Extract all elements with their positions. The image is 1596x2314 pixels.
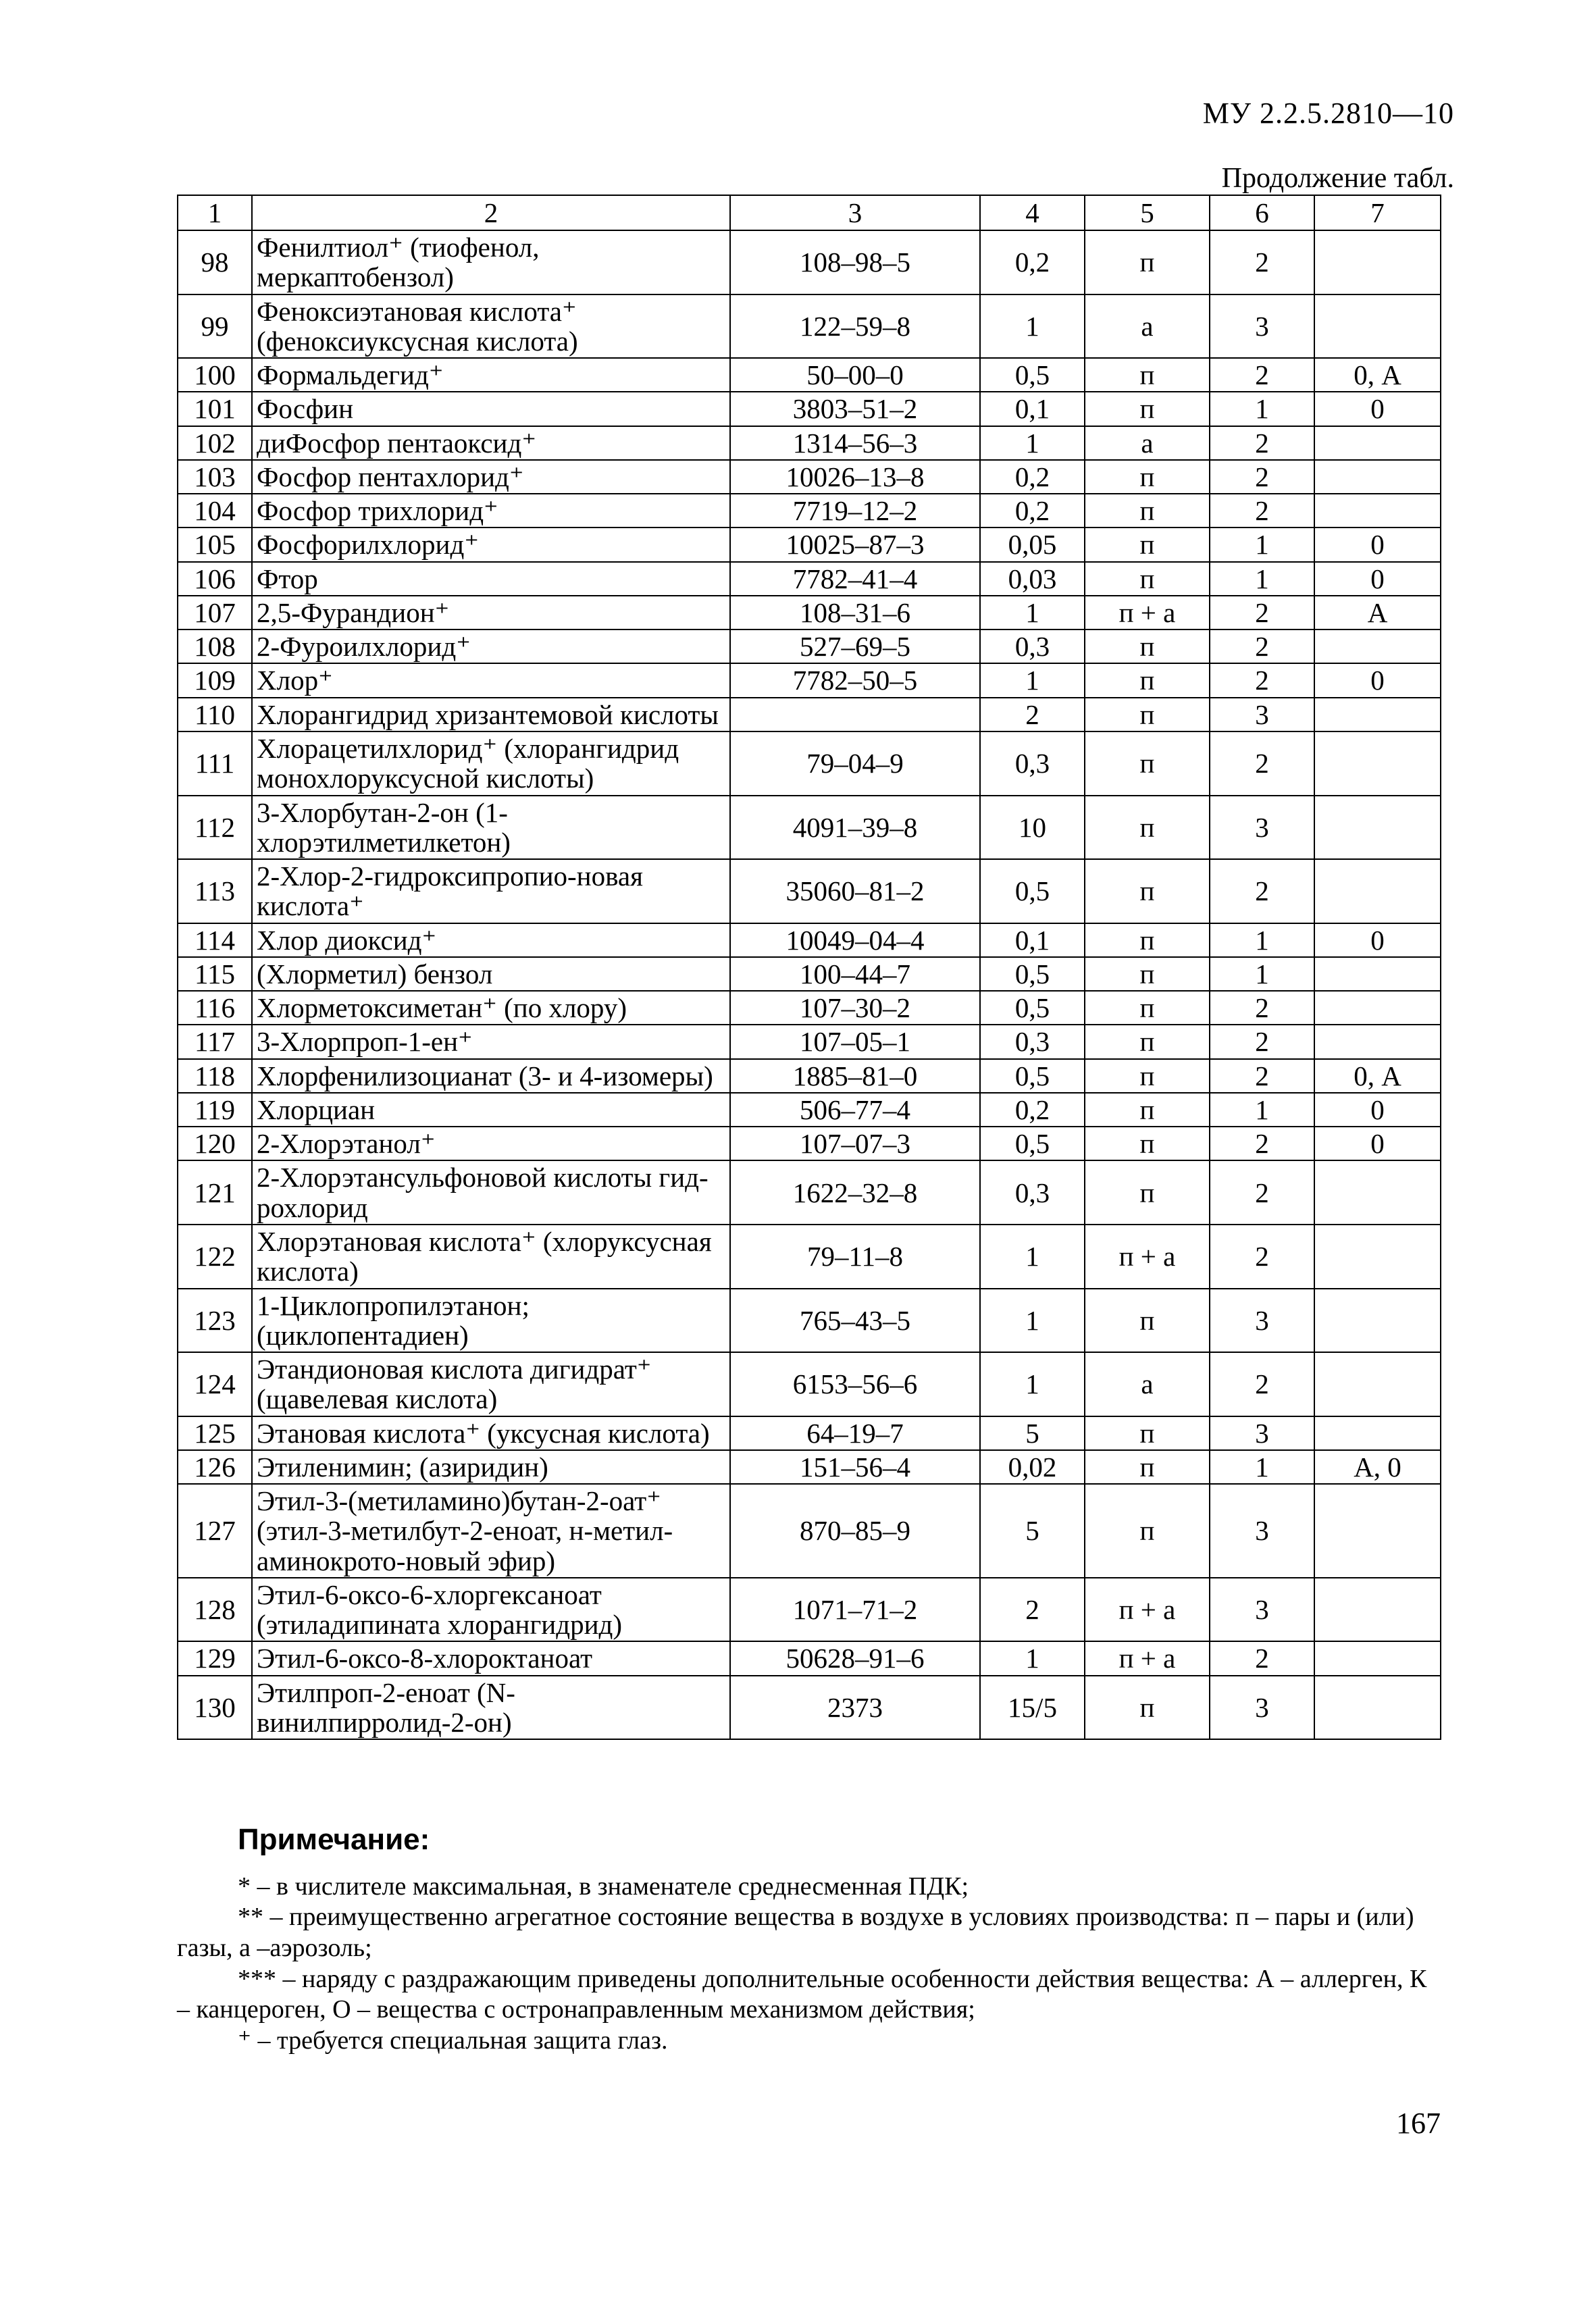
row-number: 109: [178, 663, 252, 697]
cas-number: 64–19–7: [730, 1416, 980, 1450]
pdk-value: 0,2: [980, 230, 1085, 294]
substance-name: Фосфор пентахлорид⁺: [252, 460, 730, 494]
pdk-value: 0,02: [980, 1450, 1085, 1484]
action-features: [1314, 1578, 1441, 1642]
row-number: 114: [178, 923, 252, 957]
pdk-value: 0,1: [980, 923, 1085, 957]
substance-name: 2-Хлорэтансульфоновой кислоты гид-рохлорид: [252, 1160, 730, 1225]
substance-name: 2-Фуроилхлорид⁺: [252, 629, 730, 663]
substance-name: Этил-3-(метиламино)бутан-2-оат⁺ (этил-3-метилбут-2-еноат, н-метил-аминокрото-новый эфир): [252, 1484, 730, 1578]
action-features: 0: [1314, 1093, 1441, 1127]
table-row: [178, 596, 1441, 629]
hazard-class: 3: [1210, 1484, 1314, 1578]
substance-name: Феноксиэтановая кислота⁺ (феноксиуксусная кислота): [252, 294, 730, 359]
action-features: [1314, 1352, 1441, 1416]
table-row: [178, 1025, 1441, 1058]
cas-number: 6153–56–6: [730, 1352, 980, 1416]
aggregate-state: п: [1085, 859, 1210, 923]
action-features: [1314, 1641, 1441, 1675]
hazard-class: 2: [1210, 1641, 1314, 1675]
substance-name: Этил-6-оксо-6-хлоргексаноат (этиладипината хлорангидрид): [252, 1578, 730, 1642]
hazard-class: 3: [1210, 294, 1314, 359]
cas-number: 7719–12–2: [730, 494, 980, 528]
hazard-class: 2: [1210, 731, 1314, 796]
hazard-class: 2: [1210, 1025, 1314, 1058]
table-row: [178, 392, 1441, 426]
substances-table: [177, 195, 1441, 1740]
cas-number: 527–69–5: [730, 629, 980, 663]
pdk-value: 1: [980, 426, 1085, 460]
substance-name: диФосфор пентаоксид⁺: [252, 426, 730, 460]
action-features: [1314, 991, 1441, 1025]
aggregate-state: п: [1085, 629, 1210, 663]
cas-number: 7782–41–4: [730, 562, 980, 596]
table-row: [178, 629, 1441, 663]
aggregate-state: п + а: [1085, 596, 1210, 629]
hazard-class: 2: [1210, 596, 1314, 629]
substance-name: Фтор: [252, 562, 730, 596]
hazard-class: 3: [1210, 1676, 1314, 1740]
aggregate-state: а: [1085, 294, 1210, 359]
hazard-class: 3: [1210, 1578, 1314, 1642]
hazard-class: 1: [1210, 528, 1314, 561]
aggregate-state: п: [1085, 392, 1210, 426]
row-number: 101: [178, 392, 252, 426]
row-number: 110: [178, 698, 252, 731]
cas-number: 79–04–9: [730, 731, 980, 796]
table-row: [178, 1059, 1441, 1093]
aggregate-state: п: [1085, 663, 1210, 697]
substance-name: Этиленимин; (азиридин): [252, 1450, 730, 1484]
cas-number: 4091–39–8: [730, 796, 980, 860]
substance-name: Хлорметоксиметан⁺ (по хлору): [252, 991, 730, 1025]
substance-name: Хлорацетилхлорид⁺ (хлорангидрид монохлоруксусной кислоты): [252, 731, 730, 796]
action-features: А: [1314, 596, 1441, 629]
table-row: [178, 1093, 1441, 1127]
aggregate-state: п: [1085, 562, 1210, 596]
action-features: 0: [1314, 923, 1441, 957]
cas-number: 79–11–8: [730, 1225, 980, 1289]
row-number: 98: [178, 230, 252, 294]
cas-number: [730, 698, 980, 731]
hazard-class: 1: [1210, 923, 1314, 957]
hazard-class: 1: [1210, 562, 1314, 596]
cas-number: 765–43–5: [730, 1289, 980, 1353]
pdk-value: 0,1: [980, 392, 1085, 426]
action-features: 0, А: [1314, 358, 1441, 392]
aggregate-state: п + а: [1085, 1225, 1210, 1289]
table-row: [178, 1225, 1441, 1289]
hazard-class: 2: [1210, 460, 1314, 494]
row-number: 125: [178, 1416, 252, 1450]
cas-number: 10025–87–3: [730, 528, 980, 561]
hazard-class: 3: [1210, 1289, 1314, 1353]
row-number: 117: [178, 1025, 252, 1058]
aggregate-state: п: [1085, 1059, 1210, 1093]
hazard-class: 1: [1210, 957, 1314, 991]
action-features: [1314, 1676, 1441, 1740]
action-features: [1314, 796, 1441, 860]
row-number: 115: [178, 957, 252, 991]
substance-name: Хлорциан: [252, 1093, 730, 1127]
substance-name: Фосфор трихлорид⁺: [252, 494, 730, 528]
action-features: [1314, 1289, 1441, 1353]
substance-name: Фосфорилхлорид⁺: [252, 528, 730, 561]
cas-number: 50–00–0: [730, 358, 980, 392]
substance-name: 3-Хлорбутан-2-он (1-хлорэтилметилкетон): [252, 796, 730, 860]
hazard-class: 2: [1210, 1225, 1314, 1289]
aggregate-state: п: [1085, 1676, 1210, 1740]
cas-number: 1071–71–2: [730, 1578, 980, 1642]
pdk-value: 0,5: [980, 859, 1085, 923]
substance-name: Фенилтиол⁺ (тиофенол, меркаптобензол): [252, 230, 730, 294]
pdk-value: 1: [980, 1641, 1085, 1675]
hazard-class: 3: [1210, 698, 1314, 731]
aggregate-state: п: [1085, 957, 1210, 991]
row-number: 108: [178, 629, 252, 663]
table-row: [178, 1160, 1441, 1225]
cas-number: 108–31–6: [730, 596, 980, 629]
row-number: 121: [178, 1160, 252, 1225]
column-header: 4: [980, 195, 1085, 230]
aggregate-state: п + а: [1085, 1641, 1210, 1675]
column-header: 1: [178, 195, 252, 230]
action-features: 0: [1314, 392, 1441, 426]
aggregate-state: п: [1085, 358, 1210, 392]
cas-number: 151–56–4: [730, 1450, 980, 1484]
cas-number: 1622–32–8: [730, 1160, 980, 1225]
pdk-value: 0,5: [980, 1127, 1085, 1160]
table-row: [178, 663, 1441, 697]
aggregate-state: п: [1085, 796, 1210, 860]
table-continuation-label: Продолжение табл.: [1221, 163, 1454, 194]
aggregate-state: п: [1085, 528, 1210, 561]
action-features: [1314, 629, 1441, 663]
table-header-row: [178, 195, 1441, 230]
substance-name: Хлорфенилизоцианат (3- и 4-изомеры): [252, 1059, 730, 1093]
hazard-class: 2: [1210, 663, 1314, 697]
cas-number: 100–44–7: [730, 957, 980, 991]
pdk-value: 5: [980, 1484, 1085, 1578]
table-row: [178, 1484, 1441, 1578]
table-row: [178, 1450, 1441, 1484]
action-features: 0: [1314, 1127, 1441, 1160]
row-number: 104: [178, 494, 252, 528]
action-features: [1314, 698, 1441, 731]
hazard-class: 2: [1210, 859, 1314, 923]
table-row: [178, 1127, 1441, 1160]
row-number: 106: [178, 562, 252, 596]
pdk-value: 0,2: [980, 494, 1085, 528]
pdk-value: 15/5: [980, 1676, 1085, 1740]
table-row: [178, 1352, 1441, 1416]
column-header: 5: [1085, 195, 1210, 230]
cas-number: 1314–56–3: [730, 426, 980, 460]
table-row: [178, 923, 1441, 957]
cas-number: 10049–04–4: [730, 923, 980, 957]
substance-name: Хлорангидрид хризантемовой кислоты: [252, 698, 730, 731]
row-number: 112: [178, 796, 252, 860]
column-header: 2: [252, 195, 730, 230]
pdk-value: 0,5: [980, 1059, 1085, 1093]
note-title: Примечание:: [238, 1823, 430, 1856]
hazard-class: 2: [1210, 230, 1314, 294]
table-row: [178, 460, 1441, 494]
page-number: 167: [1396, 2107, 1441, 2140]
aggregate-state: а: [1085, 1352, 1210, 1416]
row-number: 122: [178, 1225, 252, 1289]
action-features: [1314, 1160, 1441, 1225]
action-features: 0, А: [1314, 1059, 1441, 1093]
aggregate-state: п: [1085, 1160, 1210, 1225]
pdk-value: 1: [980, 1352, 1085, 1416]
action-features: [1314, 957, 1441, 991]
aggregate-state: п: [1085, 698, 1210, 731]
cas-number: 1885–81–0: [730, 1059, 980, 1093]
note-line: *** – наряду с раздражающим приведены дополнительные особенности действия вещества: А – аллерген, К – канцероген, О – вещества с остронаправленным механизмом действия;: [177, 1964, 1427, 2024]
pdk-value: 1: [980, 596, 1085, 629]
aggregate-state: п: [1085, 494, 1210, 528]
table-row: [178, 1641, 1441, 1675]
aggregate-state: п + а: [1085, 1578, 1210, 1642]
aggregate-state: п: [1085, 1484, 1210, 1578]
row-number: 103: [178, 460, 252, 494]
action-features: [1314, 731, 1441, 796]
hazard-class: 1: [1210, 1450, 1314, 1484]
aggregate-state: п: [1085, 991, 1210, 1025]
table-row: [178, 1416, 1441, 1450]
pdk-value: 2: [980, 1578, 1085, 1642]
action-features: 0: [1314, 663, 1441, 697]
substance-name: Этилпроп-2-еноат (N-винилпирролид-2-он): [252, 1676, 730, 1740]
aggregate-state: п: [1085, 1416, 1210, 1450]
table-row: [178, 528, 1441, 561]
substance-name: 1-Циклопропилэтанон; (циклопентадиен): [252, 1289, 730, 1353]
table-row: [178, 731, 1441, 796]
action-features: А, 0: [1314, 1450, 1441, 1484]
row-number: 126: [178, 1450, 252, 1484]
row-number: 107: [178, 596, 252, 629]
pdk-value: 1: [980, 663, 1085, 697]
hazard-class: 2: [1210, 494, 1314, 528]
row-number: 111: [178, 731, 252, 796]
pdk-value: 1: [980, 1225, 1085, 1289]
pdk-value: 2: [980, 698, 1085, 731]
row-number: 100: [178, 358, 252, 392]
cas-number: 10026–13–8: [730, 460, 980, 494]
cas-number: 7782–50–5: [730, 663, 980, 697]
pdk-value: 0,03: [980, 562, 1085, 596]
hazard-class: 2: [1210, 1059, 1314, 1093]
table-row: [178, 991, 1441, 1025]
substance-name: (Хлорметил) бензол: [252, 957, 730, 991]
note-line: * – в числителе максимальная, в знаменателе среднесменная ПДК;: [238, 1872, 969, 1901]
substance-name: Формальдегид⁺: [252, 358, 730, 392]
row-number: 120: [178, 1127, 252, 1160]
hazard-class: 2: [1210, 1160, 1314, 1225]
table-row: [178, 859, 1441, 923]
note-section: [177, 1822, 1440, 2056]
pdk-value: 0,2: [980, 460, 1085, 494]
cas-number: 870–85–9: [730, 1484, 980, 1578]
hazard-class: 2: [1210, 426, 1314, 460]
pdk-value: 1: [980, 294, 1085, 359]
hazard-class: 3: [1210, 796, 1314, 860]
substance-name: Фосфин: [252, 392, 730, 426]
table-row: [178, 1578, 1441, 1642]
table-row: [178, 957, 1441, 991]
substance-name: Хлор⁺: [252, 663, 730, 697]
table-row: [178, 230, 1441, 294]
column-header: 7: [1314, 195, 1441, 230]
note-line: ** – преимущественно агрегатное состояние вещества в воздухе в условиях производства: п – пары и (или) газы, а –аэрозоль;: [177, 1903, 1414, 1962]
table-row: [178, 294, 1441, 359]
row-number: 113: [178, 859, 252, 923]
cas-number: 122–59–8: [730, 294, 980, 359]
cas-number: 50628–91–6: [730, 1641, 980, 1675]
action-features: [1314, 1416, 1441, 1450]
table-row: [178, 426, 1441, 460]
row-number: 116: [178, 991, 252, 1025]
aggregate-state: п: [1085, 731, 1210, 796]
column-header: 6: [1210, 195, 1314, 230]
row-number: 127: [178, 1484, 252, 1578]
table-row: [178, 494, 1441, 528]
action-features: [1314, 460, 1441, 494]
table-row: [178, 562, 1441, 596]
pdk-value: 0,3: [980, 629, 1085, 663]
pdk-value: 1: [980, 1289, 1085, 1353]
table-row: [178, 1676, 1441, 1740]
row-number: 102: [178, 426, 252, 460]
table-row: [178, 1289, 1441, 1353]
substance-name: Этановая кислота⁺ (уксусная кислота): [252, 1416, 730, 1450]
action-features: [1314, 494, 1441, 528]
row-number: 130: [178, 1676, 252, 1740]
action-features: [1314, 230, 1441, 294]
pdk-value: 0,05: [980, 528, 1085, 561]
table-row: [178, 358, 1441, 392]
aggregate-state: п: [1085, 923, 1210, 957]
hazard-class: 2: [1210, 1127, 1314, 1160]
pdk-value: 10: [980, 796, 1085, 860]
aggregate-state: п: [1085, 1127, 1210, 1160]
action-features: [1314, 1225, 1441, 1289]
row-number: 124: [178, 1352, 252, 1416]
pdk-value: 0,5: [980, 957, 1085, 991]
aggregate-state: п: [1085, 1289, 1210, 1353]
aggregate-state: а: [1085, 426, 1210, 460]
hazard-class: 2: [1210, 358, 1314, 392]
pdk-value: 0,3: [980, 1025, 1085, 1058]
pdk-value: 0,3: [980, 731, 1085, 796]
row-number: 128: [178, 1578, 252, 1642]
hazard-class: 2: [1210, 1352, 1314, 1416]
action-features: [1314, 859, 1441, 923]
hazard-class: 3: [1210, 1416, 1314, 1450]
aggregate-state: п: [1085, 1450, 1210, 1484]
substance-name: Хлор диоксид⁺: [252, 923, 730, 957]
substance-name: Этил-6-оксо-8-хлороктаноат: [252, 1641, 730, 1675]
aggregate-state: п: [1085, 1025, 1210, 1058]
cas-number: 506–77–4: [730, 1093, 980, 1127]
hazard-class: 1: [1210, 1093, 1314, 1127]
hazard-class: 2: [1210, 629, 1314, 663]
aggregate-state: п: [1085, 1093, 1210, 1127]
substance-name: 2-Хлорэтанол⁺: [252, 1127, 730, 1160]
row-number: 129: [178, 1641, 252, 1675]
aggregate-state: п: [1085, 460, 1210, 494]
cas-number: 3803–51–2: [730, 392, 980, 426]
cas-number: 107–05–1: [730, 1025, 980, 1058]
row-number: 99: [178, 294, 252, 359]
action-features: 0: [1314, 528, 1441, 561]
document-code: МУ 2.2.5.2810—10: [1202, 97, 1454, 130]
aggregate-state: п: [1085, 230, 1210, 294]
cas-number: 107–07–3: [730, 1127, 980, 1160]
row-number: 105: [178, 528, 252, 561]
substance-name: Хлорэтановая кислота⁺ (хлоруксусная кислота): [252, 1225, 730, 1289]
substance-name: 3-Хлорпроп-1-ен⁺: [252, 1025, 730, 1058]
hazard-class: 1: [1210, 392, 1314, 426]
action-features: 0: [1314, 562, 1441, 596]
table-row: [178, 698, 1441, 731]
action-features: [1314, 1025, 1441, 1058]
pdk-value: 0,5: [980, 991, 1085, 1025]
substance-name: 2-Хлор-2-гидроксипропио-новая кислота⁺: [252, 859, 730, 923]
action-features: [1314, 426, 1441, 460]
column-header: 3: [730, 195, 980, 230]
row-number: 119: [178, 1093, 252, 1127]
table-row: [178, 796, 1441, 860]
pdk-value: 0,5: [980, 358, 1085, 392]
note-line: ⁺ – требуется специальная защита глаз.: [238, 2026, 668, 2055]
hazard-class: 2: [1210, 991, 1314, 1025]
cas-number: 107–30–2: [730, 991, 980, 1025]
pdk-value: 5: [980, 1416, 1085, 1450]
action-features: [1314, 1484, 1441, 1578]
cas-number: 35060–81–2: [730, 859, 980, 923]
cas-number: 108–98–5: [730, 230, 980, 294]
cas-number: 2373: [730, 1676, 980, 1740]
pdk-value: 0,2: [980, 1093, 1085, 1127]
row-number: 123: [178, 1289, 252, 1353]
substance-name: 2,5-Фурандион⁺: [252, 596, 730, 629]
row-number: 118: [178, 1059, 252, 1093]
action-features: [1314, 294, 1441, 359]
substance-name: Этандионовая кислота дигидрат⁺ (щавелевая кислота): [252, 1352, 730, 1416]
pdk-value: 0,3: [980, 1160, 1085, 1225]
